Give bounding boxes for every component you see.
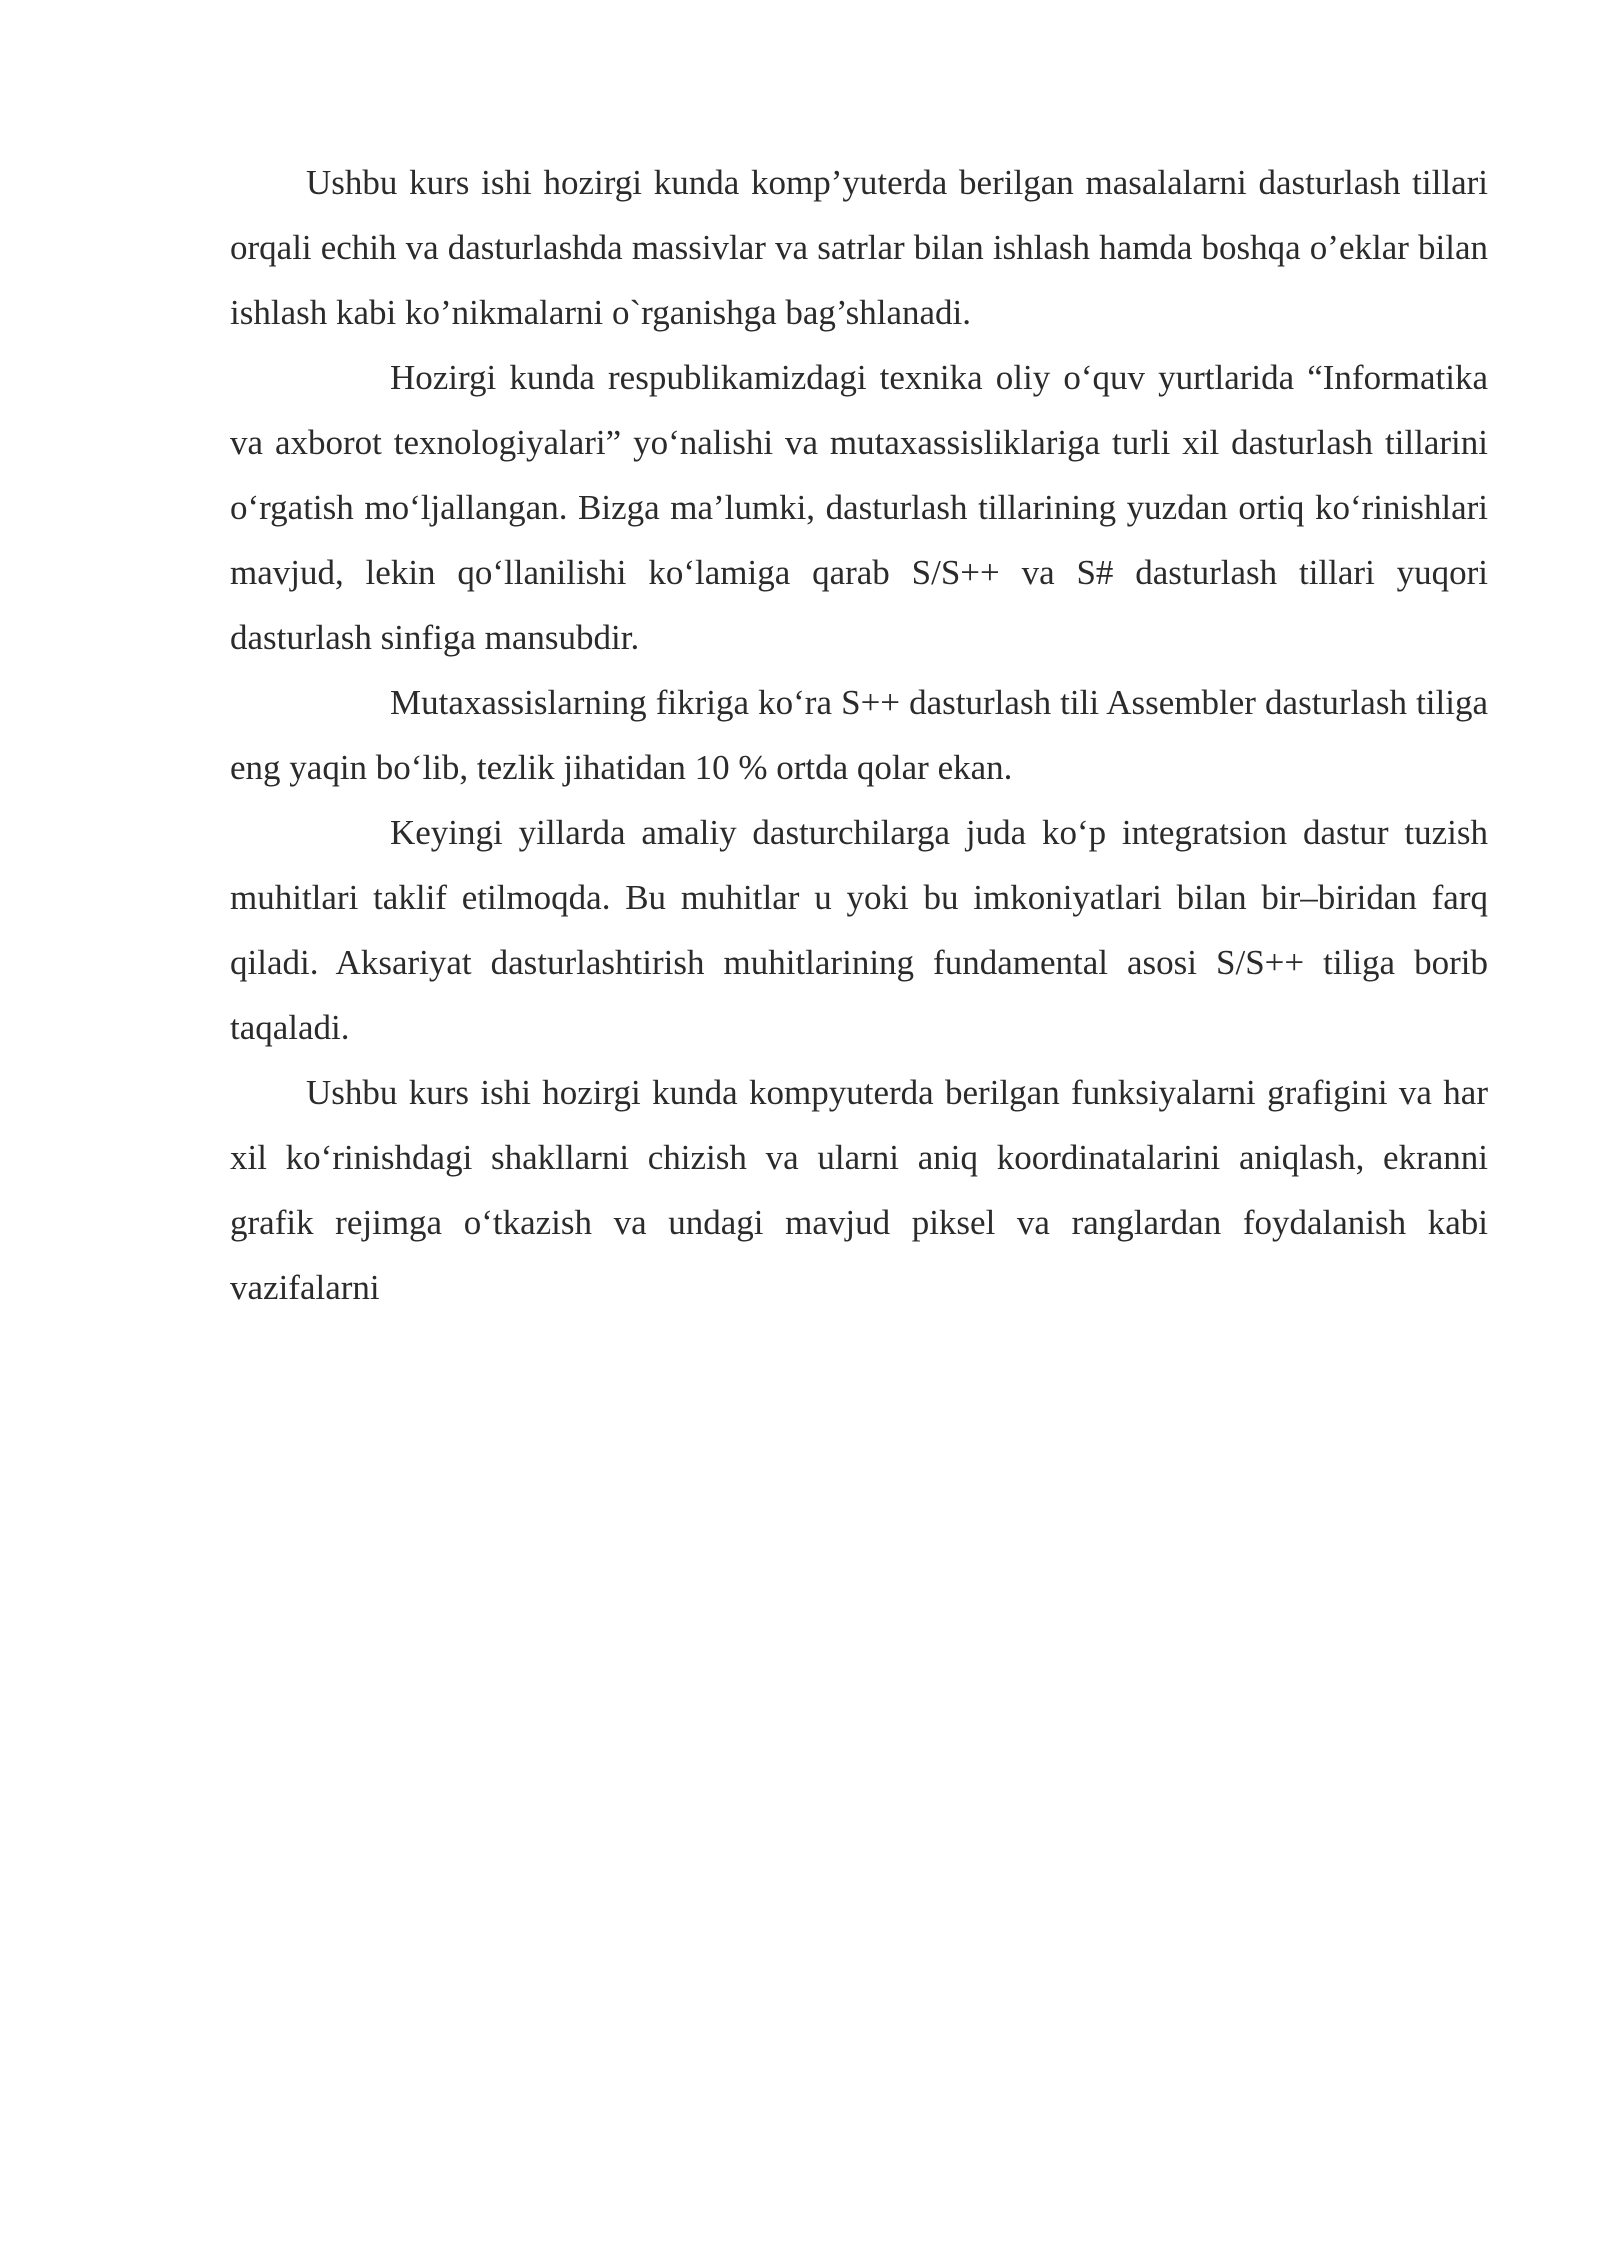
document-body	[230, 150, 1488, 1320]
paragraph-graphics: Ushbu kurs ishi hozirgi kunda kompyuterda berilgan funksiyalarni grafigini va har xil ko‘rinishdagi shakllarni chizish va ularni aniq koordinatalarini aniqlash, ekranni grafik rejimga o‘tkazish va undagi mavjud piksel va ranglardan foydalanish kabi vazifalarni	[230, 1073, 1488, 1307]
paragraph-intro: Ushbu kurs ishi hozirgi kunda komp’yuterda berilgan masalalarni dasturlash tillari orqali echih va dasturlashda massivlar va satrlar bilan ishlash hamda boshqa o’eklar bilan ishlash kabi ko’nikmalarni o`rganishga bag’shlanadi.	[230, 163, 1488, 332]
paragraph-environments: Keyingi yillarda amaliy dasturchilarga juda ko‘p integratsion dastur tuzish muhitlari taklif etilmoqda. Bu muhitlar u yoki bu imkoniyatlari bilan bir–biridan farq qiladi. Aksariyat dasturlashtirish muhitlarining fundamental asosi S/S++ tiliga borib taqaladi.	[230, 813, 1488, 1047]
paragraph-experts: Mutaxassislarning fikriga ko‘ra S++ dasturlash tili Assembler dasturlash tiliga eng yaqin bo‘lib, tezlik jihatidan 10 % ortda qolar ekan.	[230, 683, 1488, 787]
paragraph-universities: Hozirgi kunda respublikamizdagi texnika oliy o‘quv yurtlarida “Informatika va axborot texnologiyalari” yo‘nalishi va mutaxassisliklariga turli xil dasturlash tillarini o‘rgatish mo‘ljallangan. Bizga ma’lumki, dasturlash tillarining yuzdan ortiq ko‘rinishlari mavjud, lekin qo‘llanilishi ko‘lamiga qarab S/S++ va S# dasturlash tillari yuqori dasturlash sinfiga mansubdir.	[230, 358, 1488, 657]
